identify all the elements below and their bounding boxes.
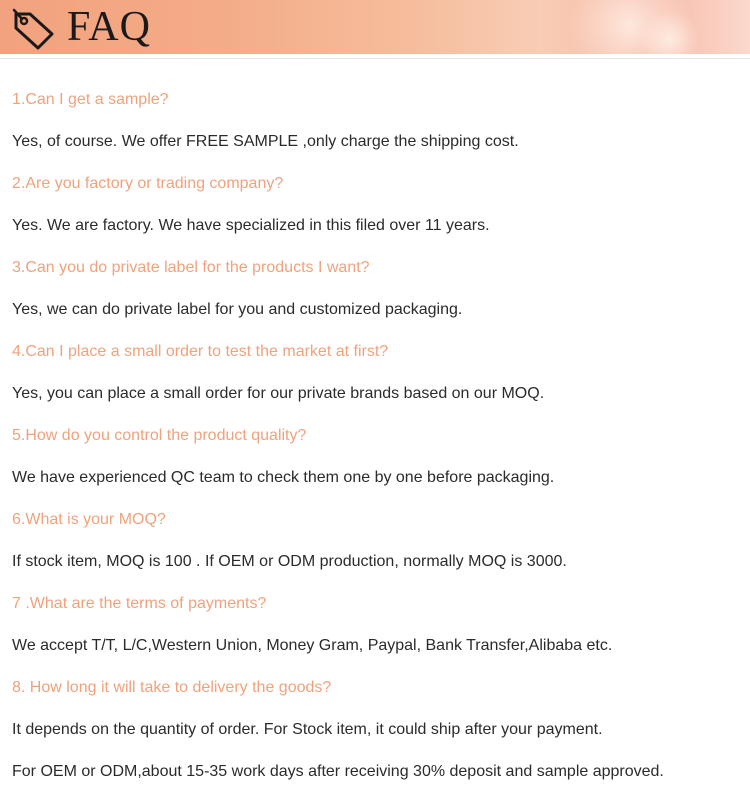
faq-question: 4.Can I place a small order to test the market at first?: [12, 343, 389, 360]
faq-answer: Yes. We are factory. We have specialized in this filed over 11 years.: [12, 217, 490, 234]
faq-answer: Yes, we can do private label for you and customized packaging.: [12, 301, 463, 318]
faq-answer: We have experienced QC team to check them one by one before packaging.: [12, 469, 555, 486]
faq-answer: Yes, of course. We offer FREE SAMPLE ,only charge the shipping cost.: [12, 133, 519, 150]
faq-question: 3.Can you do private label for the products I want?: [12, 259, 370, 276]
faq-question: 7 .What are the terms of payments?: [12, 595, 267, 612]
faq-question: 5.How do you control the product quality?: [12, 427, 307, 444]
faq-answer: Yes, you can place a small order for our private brands based on our MOQ.: [12, 385, 545, 402]
faq-question: 8. How long it will take to delivery the goods?: [12, 679, 332, 696]
page-title: FAQ: [67, 4, 151, 50]
faq-question: 2.Are you factory or trading company?: [12, 175, 284, 192]
price-tag-icon: [12, 8, 56, 50]
faq-answer: For OEM or ODM,about 15-35 work days after receiving 30% deposit and sample approved.: [12, 763, 664, 780]
faq-question: 1.Can I get a sample?: [12, 91, 169, 108]
faq-banner: [0, 0, 750, 54]
faq-question: 6.What is your MOQ?: [12, 511, 166, 528]
banner-divider: [0, 58, 750, 59]
faq-answer: We accept T/T, L/C,Western Union, Money Gram, Paypal, Bank Transfer,Alibaba etc.: [12, 637, 613, 654]
faq-answer: It depends on the quantity of order. For Stock item, it could ship after your payment.: [12, 721, 603, 738]
faq-answer: If stock item, MOQ is 100 . If OEM or ODM production, normally MOQ is 3000.: [12, 553, 567, 570]
